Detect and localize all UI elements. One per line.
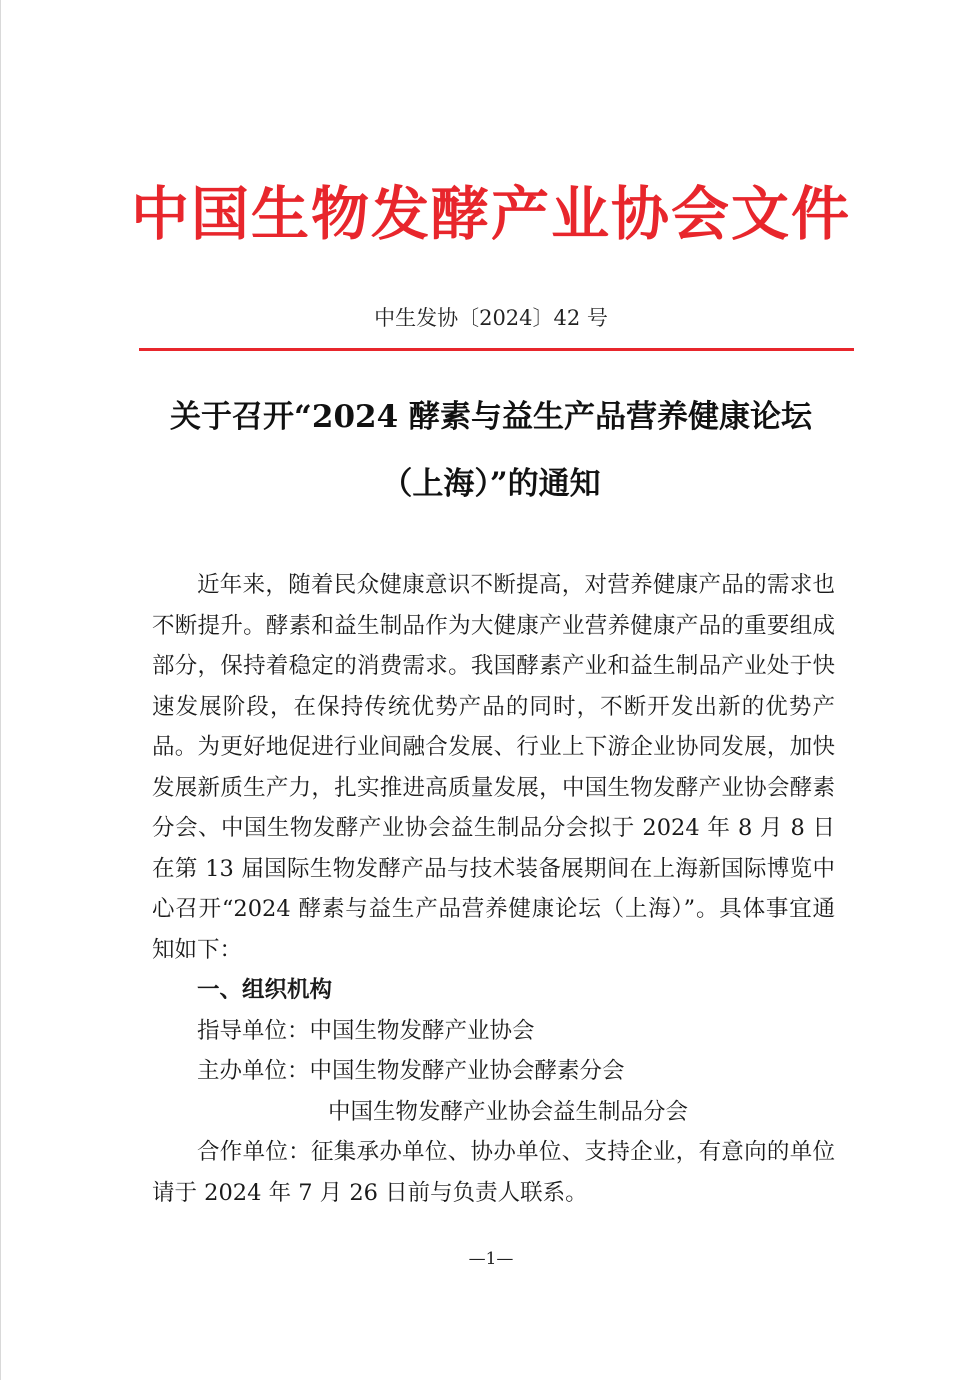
issuer-header-title: 中国生物发酵产业协会文件 bbox=[130, 180, 851, 248]
cooperation-paragraph: 合作单位：征集承办单位、协办单位、支持企业，有意向的单位请于 2024 年 7 月 26 日前与负责人联系。 bbox=[152, 1139, 835, 1206]
host-unit-continuation: 中国生物发酵产业协会益生制品分会 bbox=[328, 1098, 689, 1125]
notice-title-line-2: （上海）”的通知 bbox=[381, 466, 601, 502]
section-heading-organization: 一、组织机构 bbox=[197, 977, 333, 1003]
red-divider-line bbox=[139, 348, 854, 351]
guiding-unit-line: 指导单位：中国生物发酵产业协会 bbox=[197, 1017, 535, 1044]
document-number: 中生发协〔2024〕42 号 bbox=[374, 306, 608, 330]
intro-paragraph: 近年来，随着民众健康意识不断提高，对营养健康产品的需求也不断提升。酵素和益生制品作为大健康产业营养健康产品的重要组成部分，保持着稳定的消费需求。我国酵素产业和益生制品产业处于快速发展阶段，在保持传统优势产品的同时，不断开发出新的优势产品。为更好地促进行业间融合发展、行业上下游企业协同发展，加快发展新质生产力，扎实推进高质量发展，中国生物发酵产业协会酵素分会、中国生物发酵产业协会益生制品分会拟于 2024 年 8 月 8 日在第 13 届国际生物发酵产品与技术装备展期间在上海新国际博览中心召开“2024 酵素与益生产品营养健康论坛（上海）”。具体事宜通知如下： bbox=[152, 572, 835, 963]
page-number: —1— bbox=[468, 1249, 514, 1269]
notice-title-line-1: 关于召开“2024 酵素与益生产品营养健康论坛 bbox=[170, 399, 812, 435]
notice-body bbox=[152, 565, 835, 1213]
host-unit-line: 主办单位：中国生物发酵产业协会酵素分会 bbox=[197, 1058, 625, 1084]
